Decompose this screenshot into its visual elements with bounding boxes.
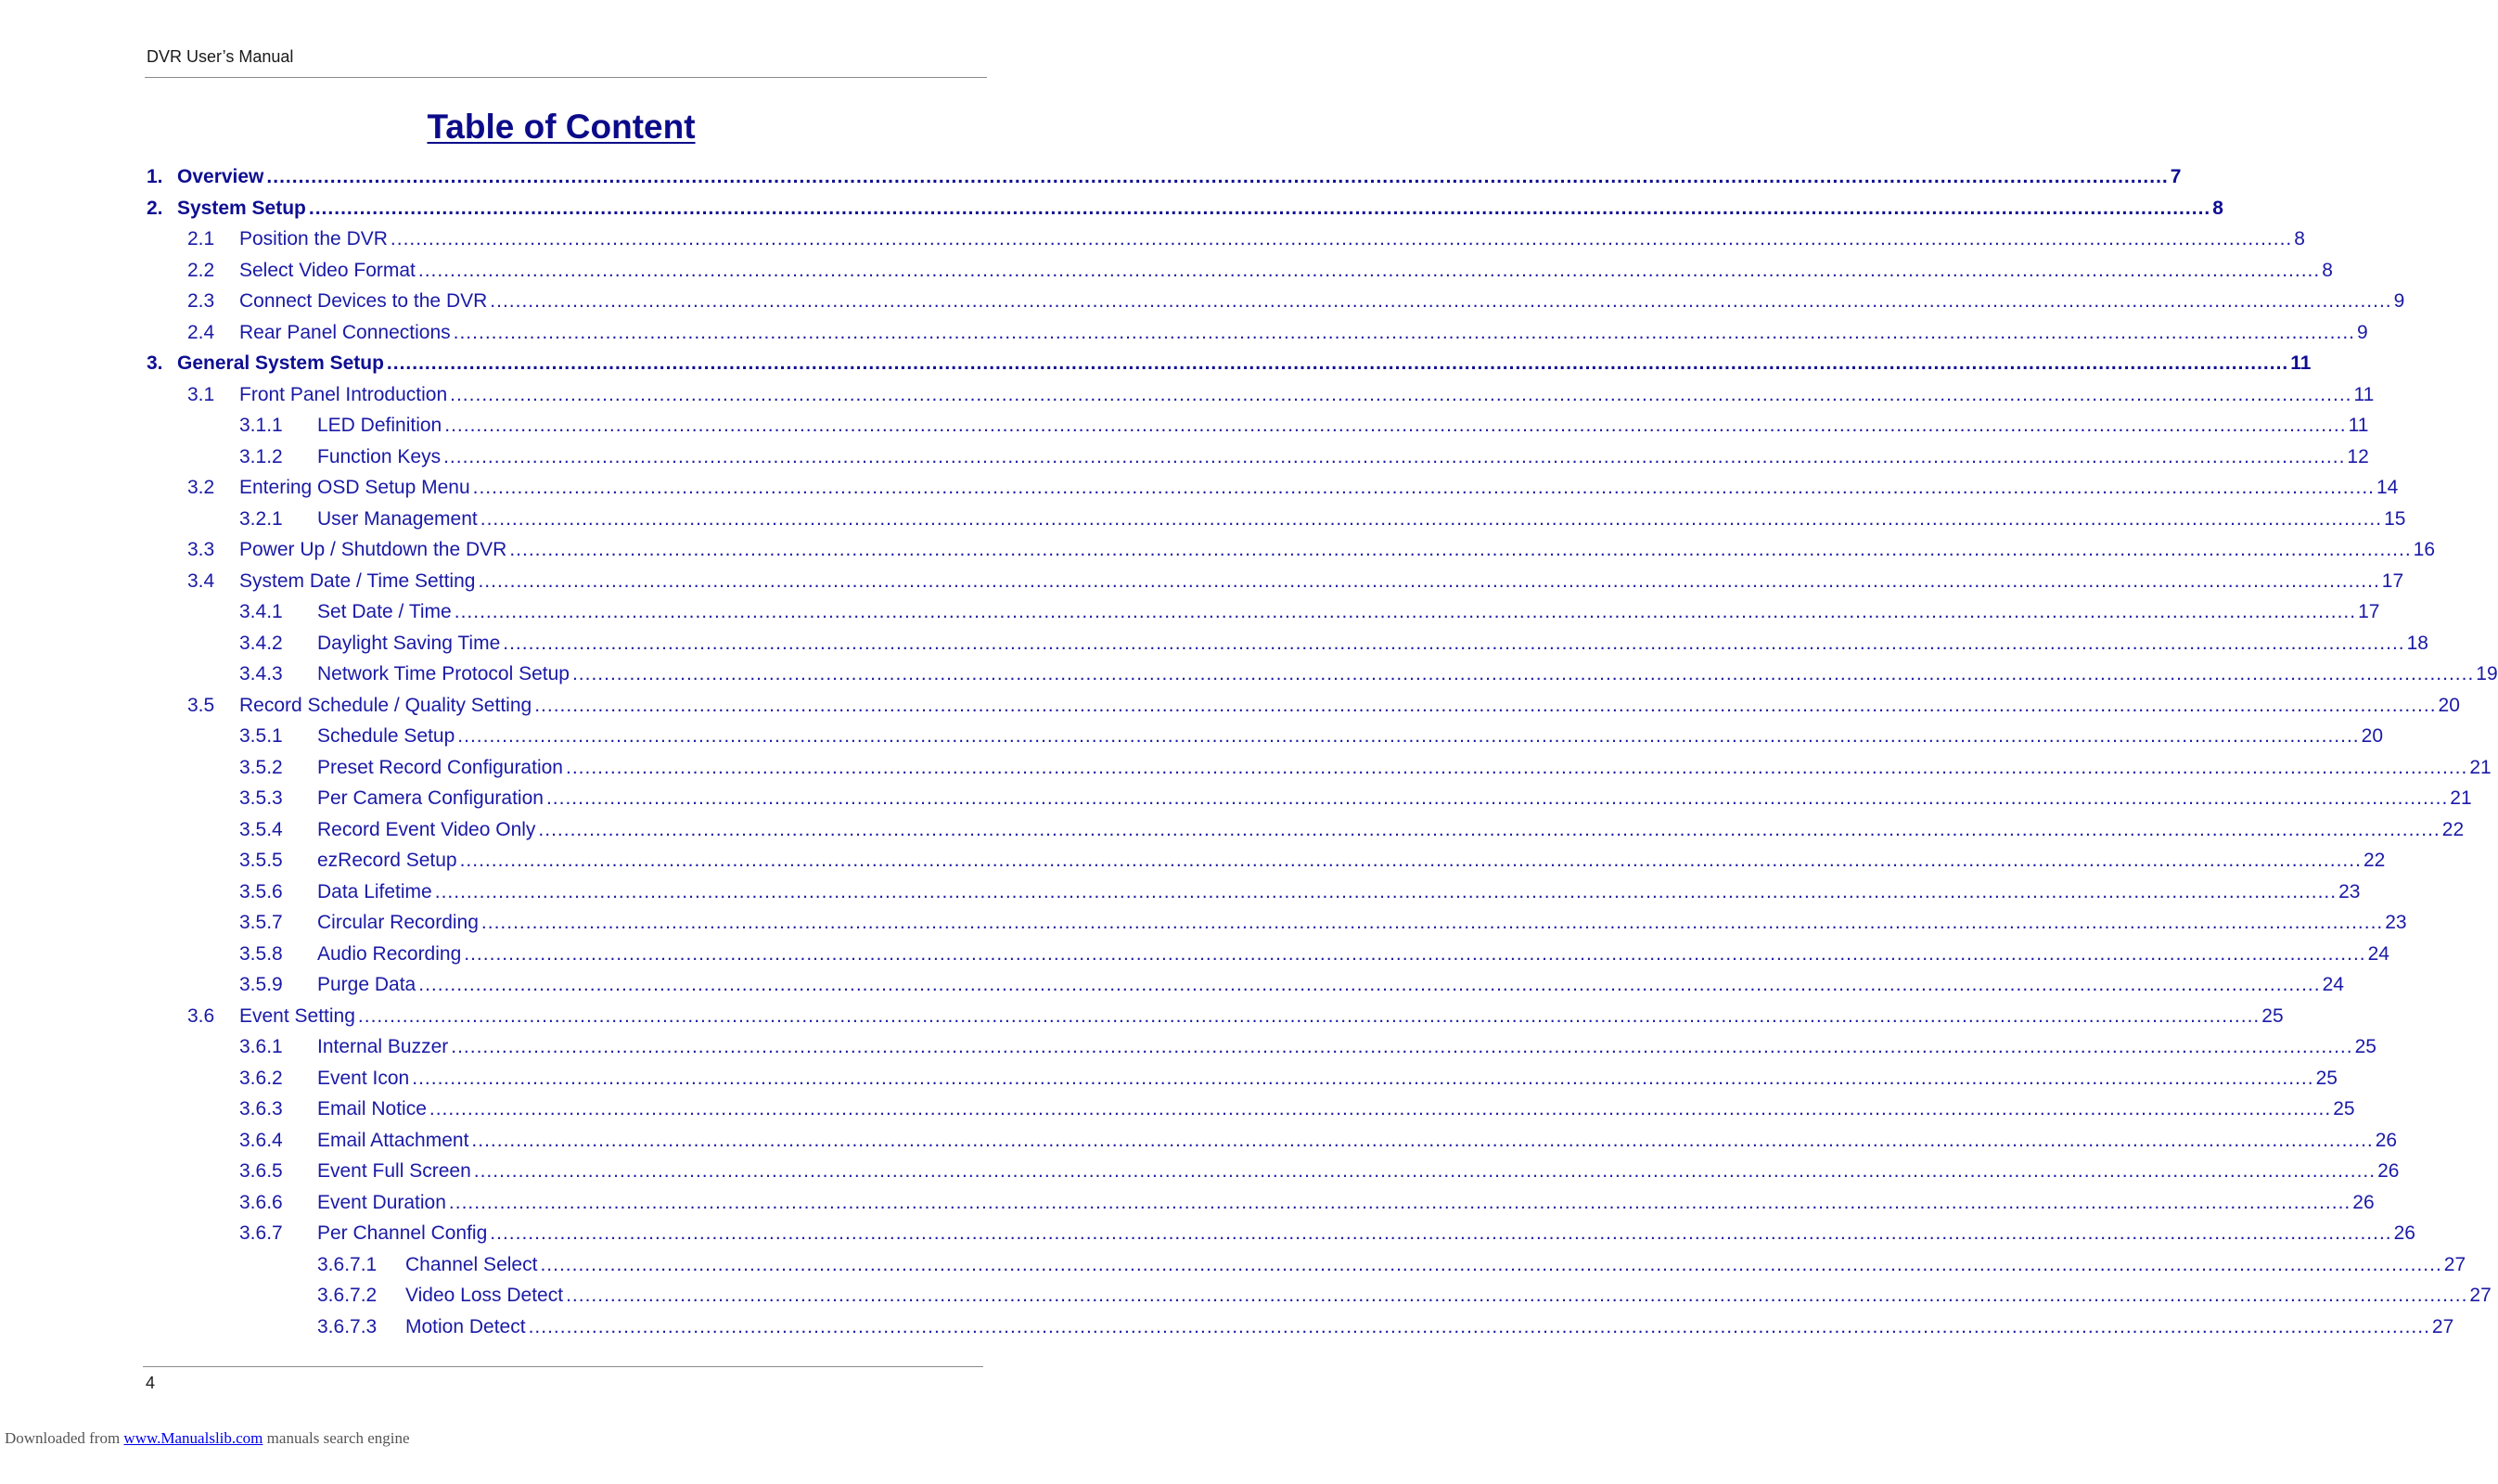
toc-entry-number: 2. (147, 197, 163, 219)
toc-entry-page: 18 (2406, 632, 2428, 654)
toc-entry-title: ezRecord Setup (317, 850, 457, 871)
toc-entry[interactable] (147, 193, 2223, 224)
toc-entry-number: 3.4.3 (239, 663, 283, 684)
toc-entry-page: 23 (2385, 912, 2407, 933)
toc-dot-leader: ............................................................................................................................................................................................................................................................................................................ (503, 632, 2405, 654)
toc-dot-leader: ............................................................................................................................................................................................................................................................................................................ (566, 1285, 2468, 1306)
toc-entry-page: 21 (2450, 787, 2472, 809)
toc-entry[interactable] (239, 876, 2361, 908)
toc-dot-leader: ............................................................................................................................................................................................................................................................................................................ (386, 352, 2289, 374)
toc-entry[interactable] (187, 534, 2436, 566)
toc-entry-page: 11 (2353, 383, 2375, 405)
toc-dot-leader: ............................................................................................................................................................................................................................................................................................................ (450, 383, 2352, 405)
toc-entry-page: 11 (2290, 352, 2312, 374)
toc-entry[interactable] (239, 659, 2498, 690)
toc-entry-title: LED Definition (317, 415, 442, 436)
toc-dot-leader: ............................................................................................................................................................................................................................................................................................................ (443, 445, 2346, 467)
toc-dot-leader: ............................................................................................................................................................................................................................................................................................................ (571, 663, 2475, 684)
toc-entry-number: 3.5.6 (239, 880, 283, 902)
toc-entry-page: 26 (2377, 1160, 2400, 1182)
toc-dot-leader: ............................................................................................................................................................................................................................................................................................................ (308, 197, 2211, 219)
toc-entry-number: 3.6.1 (239, 1036, 283, 1057)
toc-entry[interactable] (187, 286, 2405, 317)
toc-dot-leader: ............................................................................................................................................................................................................................................................................................................ (429, 1098, 2332, 1119)
toc-entry[interactable] (239, 441, 2369, 473)
toc-dot-leader: ............................................................................................................................................................................................................................................................................................................ (464, 942, 2366, 965)
toc-entry-number: 3.6.7 (239, 1222, 283, 1244)
toc-dot-leader: ............................................................................................................................................................................................................................................................................................................ (454, 601, 2357, 622)
toc-entry-title: Entering OSD Setup Menu (239, 477, 470, 498)
toc-entry-page: 8 (2322, 259, 2333, 281)
toc-entry-number: 3.1 (187, 383, 215, 405)
page-number: 4 (146, 1374, 156, 1392)
toc-entry[interactable] (239, 1156, 2400, 1187)
toc-entry-number: 3.6.6 (239, 1191, 283, 1213)
toc-entry-page: 27 (2431, 1315, 2454, 1337)
toc-entry[interactable] (239, 1094, 2355, 1125)
toc-entry-page: 7 (2170, 166, 2182, 187)
toc-dot-leader: ............................................................................................................................................................................................................................................................................................................ (540, 1253, 2442, 1275)
toc-entry-title: Video Loss Detect (405, 1285, 564, 1306)
toc-entry-number: 3.5.9 (239, 974, 283, 995)
toc-entry-page: 25 (2261, 1004, 2284, 1027)
toc-entry-number: 3.6 (187, 1004, 215, 1027)
toc-entry[interactable] (239, 1031, 2376, 1063)
toc-entry-number: 3.5.5 (239, 850, 283, 871)
toc-entry-title: Select Video Format (239, 259, 416, 281)
toc-dot-leader: ............................................................................................................................................................................................................................................................................................................ (417, 259, 2321, 281)
toc-entry-page: 24 (2367, 942, 2389, 965)
toc-entry-number: 3.6.7.1 (317, 1253, 378, 1275)
toc-entry-number: 3.2.1 (239, 507, 283, 530)
toc-dot-leader: ............................................................................................................................................................................................................................................................................................................ (545, 787, 2449, 809)
toc-entry[interactable] (147, 161, 2182, 193)
toc-dot-leader: ............................................................................................................................................................................................................................................................................................................ (266, 166, 2169, 187)
toc-dot-leader: ............................................................................................................................................................................................................................................................................................................ (490, 1222, 2392, 1244)
toc-dot-leader: ............................................................................................................................................................................................................................................................................................................ (434, 880, 2338, 902)
toc-entry-number: 3.4.2 (239, 632, 283, 654)
toc-entry-page: 20 (2438, 694, 2460, 716)
toc-dot-leader: ............................................................................................................................................................................................................................................................................................................ (490, 290, 2392, 312)
toc-entry-title: Event Duration (317, 1191, 446, 1213)
header-rule (145, 77, 987, 78)
toc-entry-title: Daylight Saving Time (317, 632, 501, 654)
toc-entry-title: Set Date / Time (317, 601, 452, 622)
toc-dot-leader: ............................................................................................................................................................................................................................................................................................................ (480, 507, 2383, 530)
toc-entry[interactable] (239, 939, 2389, 970)
toc-entry-page: 23 (2338, 880, 2361, 902)
toc-entry[interactable] (187, 255, 2333, 287)
toc-entry-page: 14 (2376, 477, 2399, 498)
toc-entry-number: 3.1.2 (239, 445, 283, 467)
toc-entry-number: 3.5.7 (239, 912, 283, 933)
toc-entry-page: 22 (2363, 850, 2386, 871)
toc-entry-page: 8 (2212, 197, 2223, 219)
toc-entry[interactable] (317, 1311, 2454, 1343)
toc-entry-title: Email Attachment (317, 1129, 469, 1151)
toc-dot-leader: ............................................................................................................................................................................................................................................................................................................ (457, 725, 2360, 747)
toc-entry-title: Event Icon (317, 1067, 410, 1089)
toc-entry[interactable] (187, 690, 2460, 722)
toc-entry[interactable] (239, 410, 2369, 441)
toc-entry-number: 3.5.3 (239, 787, 283, 809)
toc-entry-page: 24 (2322, 974, 2344, 995)
toc-entry-title: Purge Data (317, 974, 416, 995)
toc-entry-number: 3.1.1 (239, 415, 283, 436)
toc-entry[interactable] (187, 566, 2404, 597)
toc-entry-number: 3.6.7.2 (317, 1285, 378, 1306)
running-header: DVR User’s Manual (147, 47, 294, 66)
toc-entry-title: Event Setting (239, 1004, 355, 1027)
toc-entry[interactable] (239, 845, 2386, 876)
toc-entry-number: 3.6.3 (239, 1098, 283, 1119)
toc-entry-title: Record Schedule / Quality Setting (239, 694, 532, 716)
toc-entry[interactable] (239, 1063, 2338, 1094)
toc-entry-number: 3.6.2 (239, 1067, 283, 1089)
toc-entry[interactable] (239, 783, 2472, 814)
toc-dot-leader: ............................................................................................................................................................................................................................................................................................................ (448, 1191, 2351, 1213)
toc-entry-page: 25 (2333, 1098, 2355, 1119)
toc-dot-leader: ............................................................................................................................................................................................................................................................................................................ (472, 477, 2375, 498)
toc-dot-leader: ............................................................................................................................................................................................................................................................................................................ (565, 756, 2468, 778)
toc-entry-page: 8 (2294, 228, 2305, 249)
toc-entry[interactable] (317, 1249, 2466, 1281)
toc-entry-title: Record Event Video Only (317, 818, 536, 840)
footer-suffix: manuals search engine (263, 1429, 410, 1447)
toc-entry-title: Data Lifetime (317, 880, 432, 902)
toc-entry-title: Event Full Screen (317, 1160, 471, 1182)
toc-entry-title: Front Panel Introduction (239, 383, 448, 405)
toc-entry-page: 9 (2356, 321, 2368, 343)
toc-entry-title: Connect Devices to the DVR (239, 290, 488, 312)
toc-entry-title: Motion Detect (405, 1315, 526, 1337)
toc-entry-page: 11 (2348, 415, 2369, 436)
footer-prefix: Downloaded from (5, 1429, 124, 1447)
toc-entry[interactable] (239, 596, 2380, 628)
toc-entry-page: 20 (2361, 725, 2383, 747)
toc-entry-title: Overview (177, 166, 264, 187)
toc-entry-title: Channel Select (405, 1253, 538, 1275)
toc-entry-title: Function Keys (317, 445, 442, 467)
toc-entry[interactable] (239, 721, 2383, 752)
toc-entry-title: Preset Record Configuration (317, 756, 563, 778)
toc-entry[interactable] (239, 969, 2344, 1001)
toc-entry-page: 19 (2476, 663, 2498, 684)
toc-dot-leader: ............................................................................................................................................................................................................................................................................................................ (509, 539, 2412, 560)
toc-entry-page: 22 (2441, 818, 2465, 840)
toc-entry-number: 3.5 (187, 694, 215, 716)
toc-entry-title: System Setup (177, 197, 306, 219)
toc-entry-page: 17 (2358, 601, 2380, 622)
toc-entry[interactable] (239, 504, 2406, 535)
toc-entry-number: 3.6.7.3 (317, 1315, 378, 1337)
toc-entry-number: 2.3 (187, 290, 215, 312)
toc-entry-title: Per Camera Configuration (317, 787, 544, 809)
toc-dot-leader: ............................................................................................................................................................................................................................................................................................................ (480, 912, 2384, 933)
toc-entry-number: 2.4 (187, 321, 215, 343)
toc-entry-number: 3.4.1 (239, 601, 283, 622)
toc-dot-leader: ............................................................................................................................................................................................................................................................................................................ (459, 850, 2362, 871)
toc-entry[interactable] (239, 907, 2407, 939)
toc-dot-leader: ............................................................................................................................................................................................................................................................................................................ (444, 415, 2347, 436)
toc-entry-number: 2.1 (187, 228, 215, 249)
toc-entry[interactable] (239, 628, 2428, 659)
toc-entry-number: 3.5.2 (239, 756, 283, 778)
toc-entry-title: Network Time Protocol Setup (317, 663, 570, 684)
toc-entry-page: 17 (2381, 569, 2404, 592)
toc-dot-leader: ............................................................................................................................................................................................................................................................................................................ (390, 228, 2293, 249)
toc-dot-leader: ............................................................................................................................................................................................................................................................................................................ (418, 974, 2321, 995)
toc-dot-leader: ............................................................................................................................................................................................................................................................................................................ (357, 1004, 2261, 1027)
toc-entry[interactable] (187, 317, 2368, 349)
toc-entry-number: 3.5.8 (239, 942, 283, 965)
toc-entry[interactable] (147, 348, 2312, 379)
toc-entry[interactable] (317, 1280, 2492, 1311)
toc-entry[interactable] (187, 472, 2399, 504)
toc-dot-leader: ............................................................................................................................................................................................................................................................................................................ (534, 694, 2437, 716)
toc-dot-leader: ............................................................................................................................................................................................................................................................................................................ (412, 1067, 2314, 1089)
toc-entry-number: 3.6.4 (239, 1129, 283, 1151)
toc-entry[interactable] (239, 1187, 2375, 1219)
toc-entry-number: 3.4 (187, 569, 215, 592)
toc-entry-number: 2.2 (187, 259, 215, 281)
toc-entry-title: Rear Panel Connections (239, 321, 451, 343)
toc-entry-page: 16 (2413, 539, 2436, 560)
toc-entry-title: Circular Recording (317, 912, 479, 933)
toc-entry-number: 3.3 (187, 539, 215, 560)
toc-dot-leader: ............................................................................................................................................................................................................................................................................................................ (451, 1036, 2353, 1057)
toc-entry[interactable] (239, 1125, 2398, 1157)
toc-entry-page: 26 (2375, 1129, 2398, 1151)
toc-entry-title: Position the DVR (239, 228, 388, 249)
toc-entry-number: 3.5.1 (239, 725, 283, 747)
toc-entry-number: 3.2 (187, 477, 215, 498)
toc-entry-number: 3. (147, 352, 163, 374)
toc-entry-page: 15 (2384, 507, 2406, 530)
toc-entry-page: 12 (2347, 445, 2369, 467)
toc-entry[interactable] (187, 224, 2305, 255)
manualslib-link[interactable]: www.Manualslib.com (123, 1429, 263, 1447)
toc-entry-number: 3.6.5 (239, 1160, 283, 1182)
toc-entry-page: 9 (2393, 290, 2405, 312)
toc-entry[interactable] (239, 752, 2492, 784)
download-footer (5, 1429, 410, 1448)
toc-entry-page: 25 (2354, 1036, 2376, 1057)
toc-entry-title: Audio Recording (317, 942, 462, 965)
toc-entry-title: System Date / Time Setting (239, 569, 476, 592)
toc-entry-number: 1. (147, 166, 163, 187)
toc-dot-leader: ............................................................................................................................................................................................................................................................................................................ (528, 1315, 2430, 1337)
toc-entry-number: 3.5.4 (239, 818, 283, 840)
toc-entry-title: Per Channel Config (317, 1222, 488, 1244)
toc-entry[interactable] (187, 379, 2375, 411)
toc-entry[interactable] (239, 814, 2465, 846)
footer-rule (143, 1366, 983, 1367)
toc-dot-leader: ............................................................................................................................................................................................................................................................................................................ (538, 818, 2440, 840)
toc-entry[interactable] (239, 1218, 2415, 1249)
toc-entry[interactable] (187, 1001, 2284, 1032)
toc-entry-title: Email Notice (317, 1098, 427, 1119)
toc-entry-title: Internal Buzzer (317, 1036, 449, 1057)
toc-entry-title: User Management (317, 507, 478, 530)
toc-entry-page: 25 (2315, 1067, 2338, 1089)
toc-entry-page: 26 (2352, 1191, 2375, 1213)
toc-entry-title: Power Up / Shutdown the DVR (239, 539, 507, 560)
toc-entry-page: 26 (2393, 1222, 2415, 1244)
toc-dot-leader: ............................................................................................................................................................................................................................................................................................................ (473, 1160, 2376, 1182)
toc-dot-leader: ............................................................................................................................................................................................................................................................................................................ (471, 1129, 2374, 1151)
page-title: Table of Content (427, 108, 696, 146)
toc-entry-page: 21 (2469, 756, 2492, 778)
toc-entry-title: General System Setup (177, 352, 384, 374)
toc-dot-leader: ............................................................................................................................................................................................................................................................................................................ (453, 321, 2355, 343)
toc-entry-page: 27 (2469, 1285, 2492, 1306)
toc-entry-page: 27 (2443, 1253, 2466, 1275)
toc-entry-title: Schedule Setup (317, 725, 455, 747)
toc-dot-leader: ............................................................................................................................................................................................................................................................................................................ (478, 569, 2380, 592)
